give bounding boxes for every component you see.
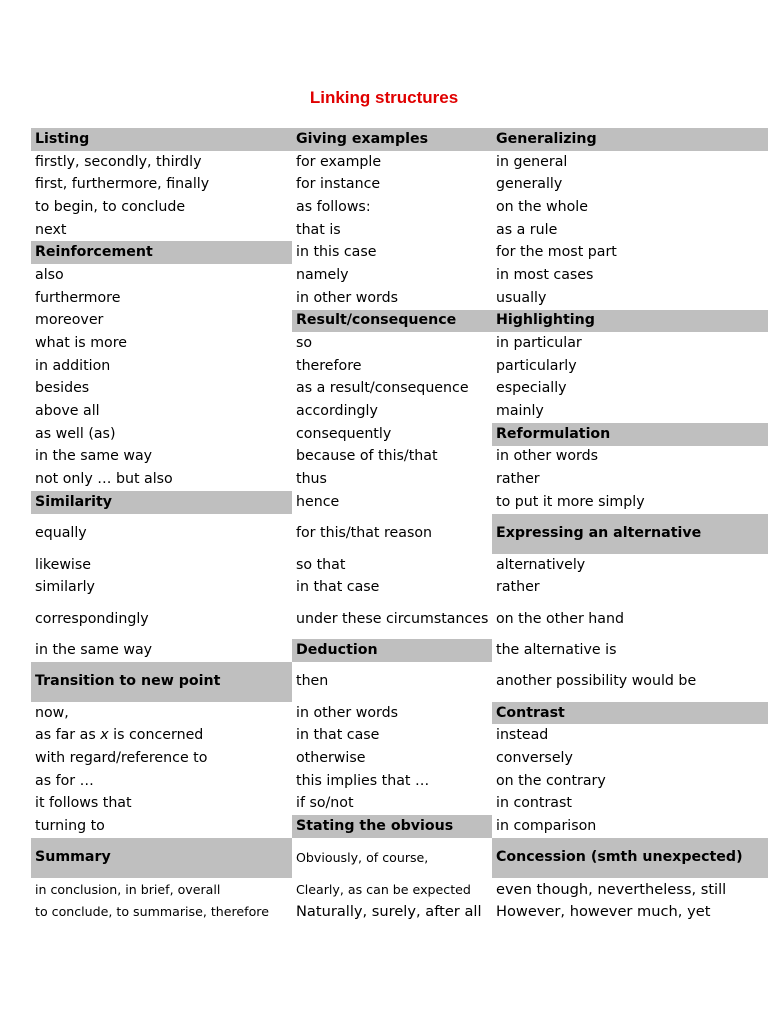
phrase-cell: not only … but also (35, 471, 173, 488)
phrase-cell: particularly (496, 357, 577, 374)
table-row (31, 332, 768, 355)
phrase-cell: in other words (296, 289, 399, 306)
phrase-cell: as follows: (296, 198, 371, 215)
phrase-cell: otherwise (296, 749, 366, 766)
phrase-cell: correspondingly (35, 610, 149, 627)
phrase-cell: so that (296, 556, 346, 573)
table-row (31, 151, 768, 174)
phrase-cell: consequently (296, 425, 392, 442)
table-row (31, 901, 768, 924)
section-heading: Similarity (31, 491, 292, 514)
phrase-cell: with regard/reference to (35, 749, 208, 766)
phrase-cell: in contrast (496, 795, 572, 812)
phrase-cell: under these circumstances (296, 611, 489, 628)
phrase-cell: instead (496, 727, 549, 744)
phrase-cell: furthermore (35, 289, 121, 306)
phrase-cell: rather (496, 579, 540, 596)
phrase-cell: next (35, 221, 67, 238)
section-heading: Listing (31, 128, 292, 151)
phrase-cell: for example (296, 153, 382, 170)
table-row (31, 639, 768, 662)
phrase-cell: namely (296, 266, 349, 283)
phrase-cell: moreover (35, 312, 104, 329)
table-row (31, 173, 768, 196)
section-heading: Stating the obvious (292, 815, 492, 838)
table-row (31, 446, 768, 469)
phrase-cell: so (296, 335, 313, 352)
phrase-cell: on the whole (496, 198, 588, 215)
phrase-cell: conversely (496, 749, 573, 766)
phrase-cell: to conclude, to summarise, therefore (35, 904, 269, 920)
phrase-cell: in general (496, 153, 568, 170)
table-row (31, 599, 768, 639)
section-heading: Reinforcement (31, 241, 292, 264)
table-row (31, 724, 768, 747)
section-heading: Contrast (492, 702, 768, 725)
phrase-cell: Clearly, as can be expected (296, 881, 471, 897)
section-heading: Concession (smth unexpected) (492, 838, 768, 878)
phrase-cell: as well (as) (35, 425, 116, 442)
phrase-cell: for the most part (496, 244, 617, 261)
section-heading: Highlighting (492, 310, 768, 333)
phrase-cell: if so/not (296, 795, 354, 812)
phrase-cell: because of this/that (296, 448, 438, 465)
table-row (31, 815, 768, 838)
phrase-cell: rather (496, 471, 540, 488)
phrase-cell: this implies that … (296, 772, 430, 789)
phrase-cell: usually (496, 289, 547, 306)
table-row (31, 702, 768, 725)
table-row (31, 423, 768, 446)
phrase-cell: generally (496, 176, 563, 193)
section-heading: Result/consequence (292, 310, 492, 333)
section-heading: Reformulation (492, 423, 768, 446)
phrase-cell: mainly (496, 403, 544, 420)
table-row (31, 241, 768, 264)
phrase-cell: similarly (35, 579, 95, 596)
table-row (31, 878, 768, 901)
phrase-cell: for this/that reason (296, 525, 433, 542)
phrase-cell: Naturally, surely, after all (296, 903, 482, 921)
phrase-cell: therefore (296, 357, 362, 374)
phrase-cell: it follows that (35, 795, 132, 812)
table-row (31, 196, 768, 219)
phrase-cell: on the other hand (496, 610, 624, 627)
phrase-cell: thus (296, 471, 327, 488)
table-row (31, 378, 768, 401)
table-row (31, 838, 768, 878)
phrase-cell: in other words (296, 704, 399, 721)
phrase-cell: another possibility would be (496, 673, 697, 690)
phrase-cell: especially (496, 380, 567, 397)
phrase-cell: equally (35, 525, 87, 542)
phrase-cell: in most cases (496, 266, 594, 283)
table-body (31, 128, 768, 923)
phrase-cell: in conclusion, in brief, overall (35, 881, 221, 897)
phrase-cell: now, (35, 704, 69, 721)
phrase-cell: alternatively (496, 556, 586, 573)
phrase-cell: also (35, 266, 64, 283)
phrase-cell: then (296, 673, 329, 690)
table-row (31, 770, 768, 793)
phrase-cell: in that case (296, 579, 380, 596)
phrase-cell: as for … (35, 772, 94, 789)
table-row (31, 576, 768, 599)
phrase-cell: However, however much, yet (496, 903, 711, 921)
table-row (31, 491, 768, 514)
section-heading: Generalizing (492, 128, 768, 151)
phrase-cell: first, furthermore, finally (35, 176, 210, 193)
phrase-cell: likewise (35, 556, 91, 573)
phrase-cell: in addition (35, 357, 111, 374)
table-row (31, 287, 768, 310)
phrase-cell: besides (35, 380, 90, 397)
phrase-cell: in this case (296, 244, 377, 261)
table-row (31, 128, 768, 151)
phrase-cell: as far as x is concerned (35, 727, 204, 744)
linking-structures-table (31, 128, 768, 923)
table-row (31, 310, 768, 333)
variable-x: x (100, 727, 109, 744)
title-text: Linking structures (309, 88, 459, 107)
phrase-cell: what is more (35, 335, 127, 352)
table-row (31, 468, 768, 491)
table-row (31, 264, 768, 287)
table-row (31, 514, 768, 554)
table-row (31, 554, 768, 577)
phrase-cell: on the contrary (496, 772, 606, 789)
phrase-cell: hence (296, 493, 340, 510)
phrase-cell: in comparison (496, 818, 597, 835)
page-title (0, 88, 768, 108)
phrase-cell: firstly, secondly, thirdly (35, 153, 202, 170)
phrase-cell: to put it more simply (496, 493, 645, 510)
phrase-cell: Obviously, of course, (296, 850, 429, 866)
phrase-cell: that is (296, 221, 341, 238)
phrase-cell: as a result/consequence (296, 380, 469, 397)
table-row (31, 793, 768, 816)
section-heading: Expressing an alternative (492, 514, 768, 554)
table-row (31, 355, 768, 378)
table-row (31, 662, 768, 702)
phrase-cell: to begin, to conclude (35, 198, 186, 215)
phrase-cell: in particular (496, 335, 582, 352)
phrase-cell: above all (35, 403, 100, 420)
table-row (31, 219, 768, 242)
phrase-cell: even though, nevertheless, still (496, 880, 727, 898)
section-heading: Summary (31, 838, 292, 878)
phrase-cell: for instance (296, 176, 381, 193)
section-heading: Giving examples (292, 128, 492, 151)
phrase-cell: in that case (296, 727, 380, 744)
phrase-cell: as a rule (496, 221, 558, 238)
section-heading: Transition to new point (31, 662, 292, 702)
table-row (31, 400, 768, 423)
phrase-cell: accordingly (296, 403, 378, 420)
phrase-cell: the alternative is (496, 641, 617, 658)
phrase-cell: in the same way (35, 641, 153, 658)
phrase-cell: in the same way (35, 448, 153, 465)
table-row (31, 747, 768, 770)
phrase-cell: in other words (496, 448, 599, 465)
phrase-cell: turning to (35, 818, 105, 835)
section-heading: Deduction (292, 639, 492, 662)
